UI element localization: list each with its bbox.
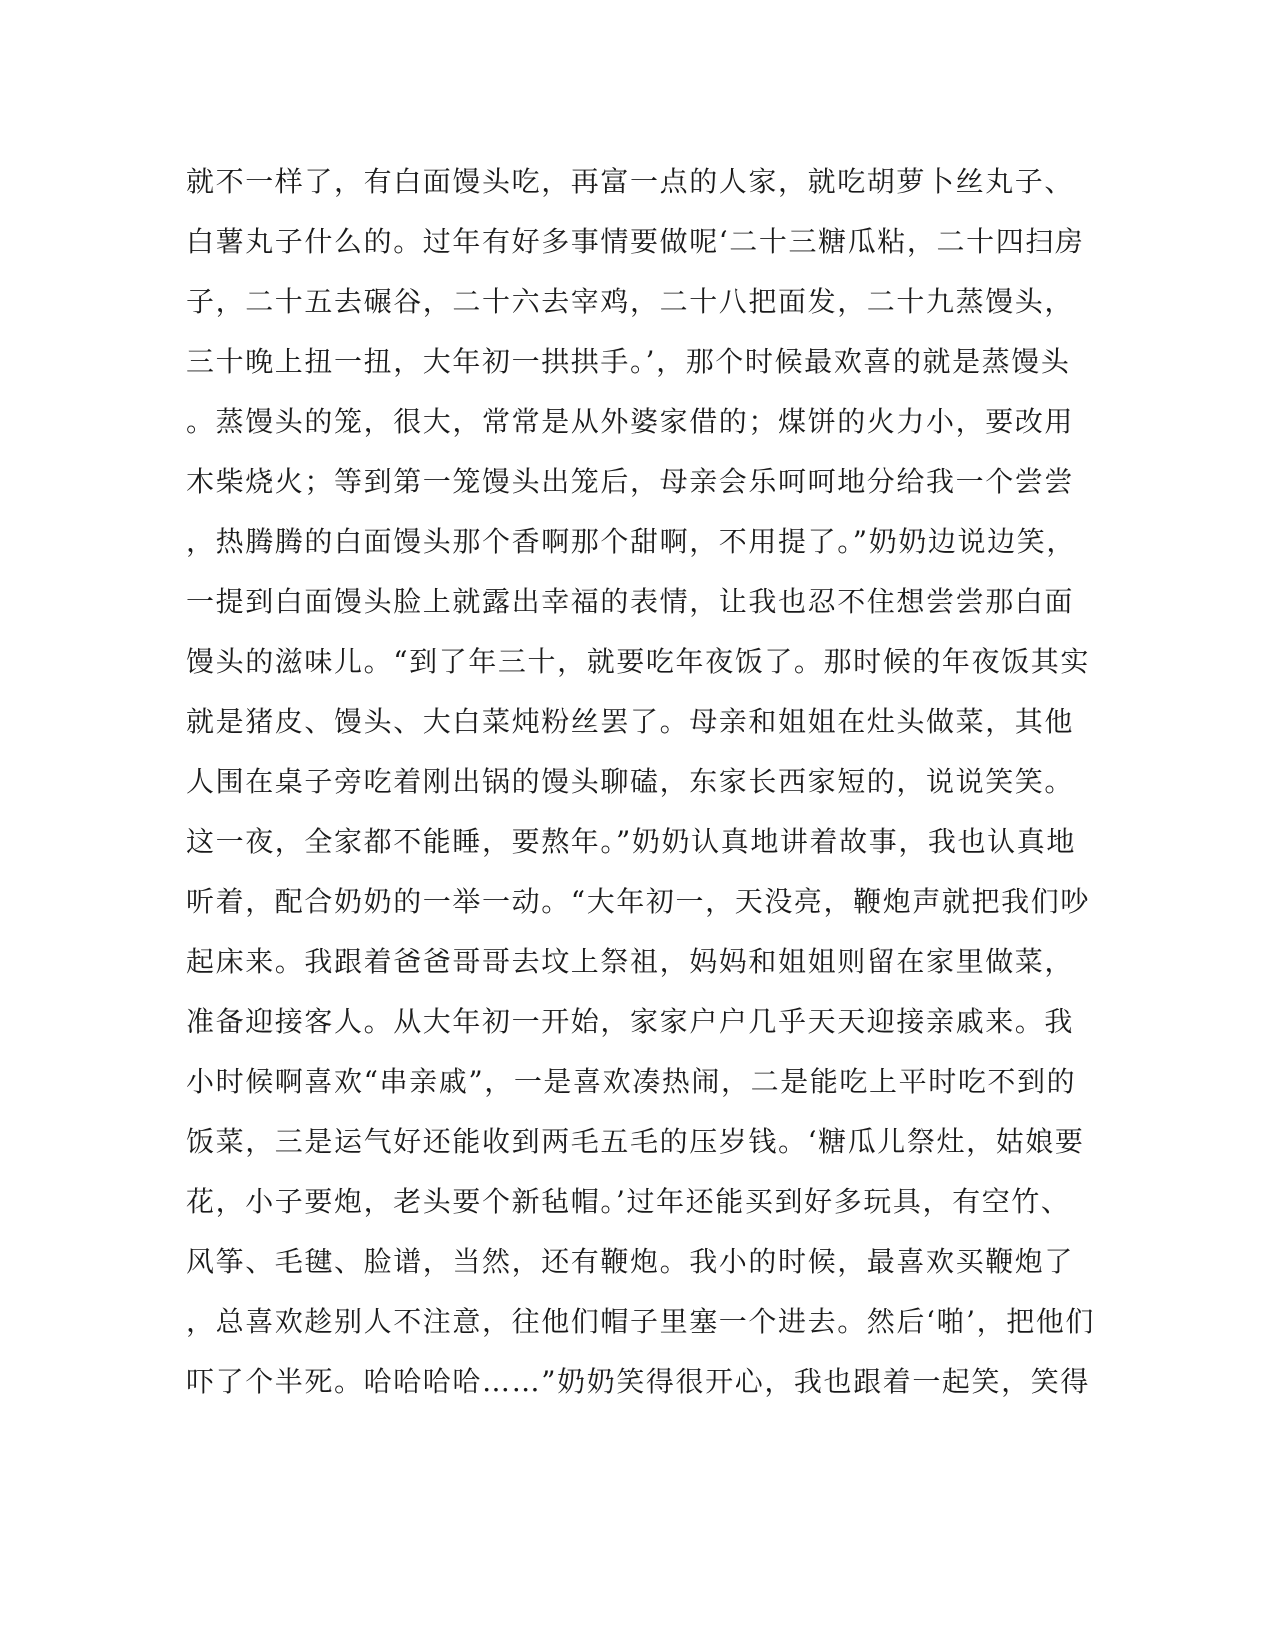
text-line-14: 起床来。我跟着爸爸哥哥去坟上祭祖，妈妈和姐姐则留在家里做菜， [186, 945, 1075, 978]
text-line-10: 就是猪皮、馒头、大白菜炖粉丝罢了。母亲和姐姐在灶头做菜，其他 [186, 705, 1075, 738]
text-line-13: 听着，配合奶奶的一举一动。“大年初一，天没亮，鞭炮声就把我们吵 [186, 885, 1090, 918]
text-line-21: 吓了个半死。哈哈哈哈……”奶奶笑得很开心，我也跟着一起笑，笑得 [186, 1365, 1090, 1398]
text-line-2: 白薯丸子什么的。过年有好多事情要做呢‘二十三糖瓜粘，二十四扫房 [186, 225, 1085, 258]
text-line-9: 馒头的滋味儿。“到了年三十，就要吃年夜饭了。那时候的年夜饭其实 [186, 645, 1090, 678]
text-line-7: ，热腾腾的白面馒头那个香啊那个甜啊，不用提了。”奶奶边说边笑， [186, 525, 1076, 558]
body-text [186, 152, 1096, 1412]
text-line-4: 三十晚上扭一扭，大年初一拱拱手。’，那个时候最欢喜的就是蒸馒头 [186, 345, 1071, 378]
text-line-19: 风筝、毛毽、脸谱，当然，还有鞭炮。我小的时候，最喜欢买鞭炮了 [186, 1245, 1075, 1278]
text-line-12: 这一夜，全家都不能睡，要熬年。”奶奶认真地讲着故事，我也认真地 [186, 825, 1076, 858]
text-line-15: 准备迎接客人。从大年初一开始，家家户户几乎天天迎接亲戚来。我 [186, 1005, 1075, 1038]
text-line-6: 木柴烧火；等到第一笼馒头出笼后，母亲会乐呵呵地分给我一个尝尝 [186, 465, 1075, 498]
text-line-20: ，总喜欢趁别人不注意，往他们帽子里塞一个进去。然后‘啪’，把他们 [186, 1305, 1096, 1338]
text-line-8: 一提到白面馒头脸上就露出幸福的表情，让我也忍不住想尝尝那白面 [186, 585, 1075, 618]
text-line-18: 花，小子要炮，老头要个新毡帽。’过年还能买到好多玩具，有空竹、 [186, 1185, 1071, 1218]
text-line-5: 。蒸馒头的笼，很大，常常是从外婆家借的；煤饼的火力小，要改用 [186, 405, 1075, 438]
text-line-1: 就不一样了，有白面馒头吃，再富一点的人家，就吃胡萝卜丝丸子、 [186, 165, 1075, 198]
text-line-16: 小时候啊喜欢“串亲戚”，一是喜欢凑热闹，二是能吃上平时吃不到的 [186, 1065, 1077, 1098]
text-line-17: 饭菜，三是运气好还能收到两毛五毛的压岁钱。‘糖瓜儿祭灶，姑娘要 [186, 1125, 1085, 1158]
text-line-3: 子，二十五去碾谷，二十六去宰鸡，二十八把面发，二十九蒸馒头， [186, 285, 1075, 318]
text-line-11: 人围在桌子旁吃着刚出锅的馒头聊磕，东家长西家短的，说说笑笑。 [186, 765, 1075, 798]
